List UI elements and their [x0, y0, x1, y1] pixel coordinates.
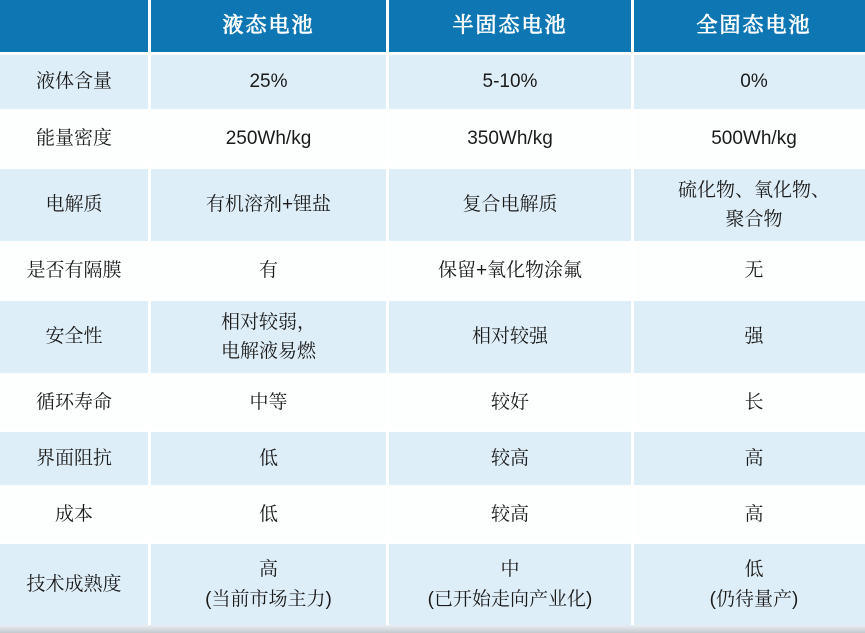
table-row-energy-density [0, 112, 865, 166]
cell-value: 较高 [389, 488, 631, 541]
cell-value: 高 (当前市场主力) [151, 544, 386, 625]
cell-value: 500Wh/kg [634, 112, 865, 166]
cell-value: 250Wh/kg [151, 112, 386, 166]
table-row-liquid-content [0, 55, 865, 109]
row-label: 技术成熟度 [0, 544, 148, 625]
bottom-edge-shadow [0, 625, 865, 633]
row-label: 是否有隔膜 [0, 244, 148, 298]
row-label: 安全性 [0, 301, 148, 373]
cell-value: 无 [634, 244, 865, 298]
cell-value: 复合电解质 [389, 169, 631, 241]
cell-value: 较好 [389, 376, 631, 429]
cell-value: 中等 [151, 376, 386, 429]
cell-value: 相对较强 [389, 301, 631, 373]
cell-value: 高 [634, 432, 865, 485]
cell-value: 有机溶剂+锂盐 [151, 169, 386, 241]
table-row-cycle-life [0, 376, 865, 429]
cell-value: 350Wh/kg [389, 112, 631, 166]
cell-value: 高 [634, 488, 865, 541]
table-row-cost [0, 488, 865, 541]
cell-value: 有 [151, 244, 386, 298]
cell-value: 保留+氧化物涂氟 [389, 244, 631, 298]
cell-value: 较高 [389, 432, 631, 485]
cell-value: 5-10% [389, 55, 631, 109]
table-header-row [0, 0, 865, 52]
table-row-safety [0, 301, 865, 373]
row-label: 液体含量 [0, 55, 148, 109]
cell-value: 低 [151, 488, 386, 541]
cell-value: 中 (已开始走向产业化) [389, 544, 631, 625]
cell-value: 相对较弱， 电解液易燃 [151, 301, 386, 373]
table-row-electrolyte [0, 169, 865, 241]
cell-value: 0% [634, 55, 865, 109]
header-semi-solid-battery: 半固态电池 [389, 0, 631, 52]
header-liquid-battery: 液态电池 [151, 0, 386, 52]
cell-value: 长 [634, 376, 865, 429]
cell-value: 25% [151, 55, 386, 109]
table-row-tech-maturity [0, 544, 865, 625]
row-label: 能量密度 [0, 112, 148, 166]
cell-value: 低 (仍待量产) [634, 544, 865, 625]
table-row-separator [0, 244, 865, 298]
row-label: 界面阻抗 [0, 432, 148, 485]
row-label: 循环寿命 [0, 376, 148, 429]
cell-value: 低 [151, 432, 386, 485]
header-corner-cell [0, 0, 148, 52]
table-row-interface-impedance [0, 432, 865, 485]
header-all-solid-battery: 全固态电池 [634, 0, 865, 52]
cell-value: 强 [634, 301, 865, 373]
row-label: 成本 [0, 488, 148, 541]
row-label: 电解质 [0, 169, 148, 241]
cell-value: 硫化物、氧化物、 聚合物 [634, 169, 865, 241]
